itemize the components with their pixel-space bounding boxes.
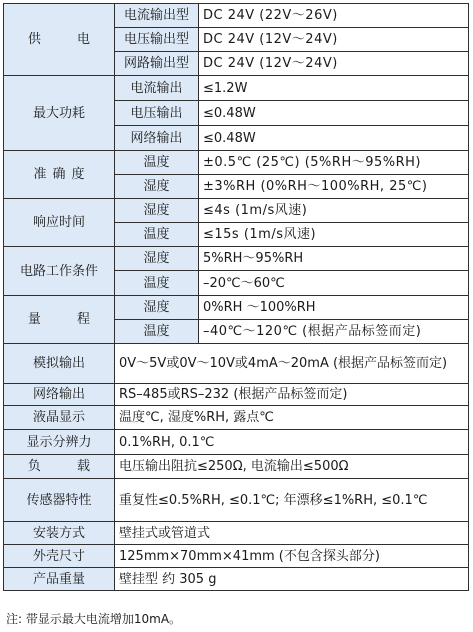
- power-type: 电压输出型: [115, 28, 199, 52]
- max-power-value: ≤0.48W: [199, 126, 469, 151]
- installation-value: 壁挂式或管道式: [115, 522, 469, 545]
- power-value: DC 24V (12V～24V): [199, 28, 469, 52]
- table-row: [4, 76, 469, 101]
- range-type: 温度: [115, 320, 199, 344]
- accuracy-type: 温度: [115, 151, 199, 175]
- network-output-label: 网络输出: [4, 384, 115, 406]
- max-power-type: 电流输出: [115, 76, 199, 101]
- lcd-display-label: 液晶显示: [4, 406, 115, 430]
- range-value: 0%RH ～100%RH: [199, 296, 469, 320]
- housing-size-value: 125mm×70mm×41mm (不包含探头部分): [115, 545, 469, 568]
- response-label: 响应时间: [4, 199, 115, 247]
- power-label: 供 电: [4, 4, 115, 76]
- table-row: [4, 545, 469, 568]
- network-output-value: RS–485或RS–232 (根据产品标签而定): [115, 384, 469, 406]
- power-value: DC 24V (22V～26V): [199, 4, 469, 28]
- table-row: [4, 568, 469, 591]
- sensor-characteristics-label: 传感器特性: [4, 479, 115, 522]
- footnote: 注: 带显示最大电流增加10mA。: [6, 612, 182, 626]
- table-row: [4, 430, 469, 455]
- conditions-value: 5%RH～95%RH: [199, 247, 469, 271]
- table-row: [4, 384, 469, 406]
- table-row: [4, 151, 469, 175]
- table-row: [4, 479, 469, 522]
- conditions-value: –20℃～60℃: [199, 271, 469, 296]
- response-type: 湿度: [115, 199, 199, 223]
- power-value: DC 24V (12V～24V): [199, 52, 469, 76]
- sensor-characteristics-value: 重复性≤0.5%RH, ≤0.1℃; 年漂移≤1%RH, ≤0.1℃: [115, 479, 469, 522]
- analog-output-label: 模拟输出: [4, 344, 115, 384]
- housing-size-label: 外壳尺寸: [4, 545, 115, 568]
- table-row: [4, 455, 469, 479]
- table-row: [4, 247, 469, 271]
- max-power-label: 最大功耗: [4, 76, 115, 151]
- spec-table: [3, 3, 469, 591]
- table-row: [4, 199, 469, 223]
- response-value: ≤15s (1m/s风速): [199, 223, 469, 247]
- weight-value: 壁挂型 约 305 g: [115, 568, 469, 591]
- conditions-type: 湿度: [115, 247, 199, 271]
- max-power-value: ≤1.2W: [199, 76, 469, 101]
- load-value: 电压输出阻抗≤250Ω, 电流输出≤500Ω: [115, 455, 469, 479]
- accuracy-type: 湿度: [115, 175, 199, 199]
- table-row: [4, 344, 469, 384]
- table-row: [4, 296, 469, 320]
- analog-output-value: 0V～5V或0V～10V或4mA～20mA (根据产品标签而定): [115, 344, 469, 384]
- lcd-display-value: 温度℃, 湿度%RH, 露点℃: [115, 406, 469, 430]
- table-row: [4, 406, 469, 430]
- table-row: [4, 522, 469, 545]
- conditions-type: 温度: [115, 271, 199, 296]
- accuracy-label: 准确度: [4, 151, 115, 199]
- max-power-type: 电压输出: [115, 101, 199, 126]
- range-value: –40℃～120℃ (根据产品标签而定): [199, 320, 469, 344]
- power-type: 网路输出型: [115, 52, 199, 76]
- weight-label: 产品重量: [4, 568, 115, 591]
- range-label: 量 程: [4, 296, 115, 344]
- resolution-value: 0.1%RH, 0.1℃: [115, 430, 469, 455]
- response-type: 温度: [115, 223, 199, 247]
- response-value: ≤4s (1m/s风速): [199, 199, 469, 223]
- range-type: 湿度: [115, 296, 199, 320]
- power-type: 电流输出型: [115, 4, 199, 28]
- installation-label: 安装方式: [4, 522, 115, 545]
- max-power-type: 网络输出: [115, 126, 199, 151]
- accuracy-value: ±0.5℃ (25℃) (5%RH～95%RH): [199, 151, 469, 175]
- resolution-label: 显示分辨力: [4, 430, 115, 455]
- accuracy-value: ±3%RH (0%RH～100%RH, 25℃): [199, 175, 469, 199]
- load-label: 负 载: [4, 455, 115, 479]
- max-power-value: ≤0.48W: [199, 101, 469, 126]
- table-row: [4, 4, 469, 28]
- conditions-label: 电路工作条件: [4, 247, 115, 296]
